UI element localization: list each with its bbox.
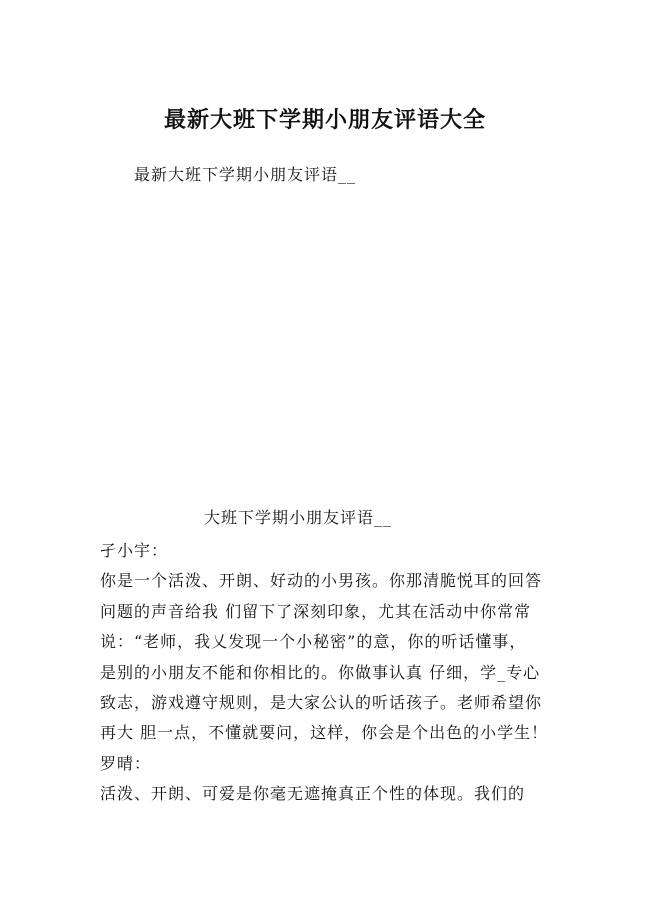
comment-line: 问题的声音给我 们留下了深刻印象，尤其在活动中你常常	[100, 601, 532, 621]
comment-line: 说：“老师，我乂发现一个小秘密”的意，你的听话懂事，	[100, 632, 527, 652]
comment-line: 你是一个活泼、开朗、好动的小男孩。你那清脆悦耳的回答	[100, 571, 543, 591]
document-subtitle: 最新大班下学期小朋友评语__	[134, 165, 357, 184]
comment-line: 致志，游戏遵守规则，是大家公认的听话孩子。老师希望你	[100, 692, 543, 712]
comment-line: 活泼、开朗、可爱是你毫无遮掩真正个性的体现。我们的	[100, 784, 526, 804]
student-name: 罗晴：	[100, 753, 152, 773]
document-title: 最新大班下学期小朋友评语大全	[163, 108, 486, 133]
comment-line: 再大 胆一点，不懂就要问，这样，你会是个出色的小学生！	[100, 723, 549, 743]
student-name: 孑小宇：	[100, 541, 169, 560]
section-heading: 大班下学期小朋友评语__	[204, 508, 393, 527]
body-text	[100, 536, 570, 810]
comment-line: 是别的小朋友不能和你相比的。你做事认真 仔细，学_专心	[100, 662, 541, 682]
